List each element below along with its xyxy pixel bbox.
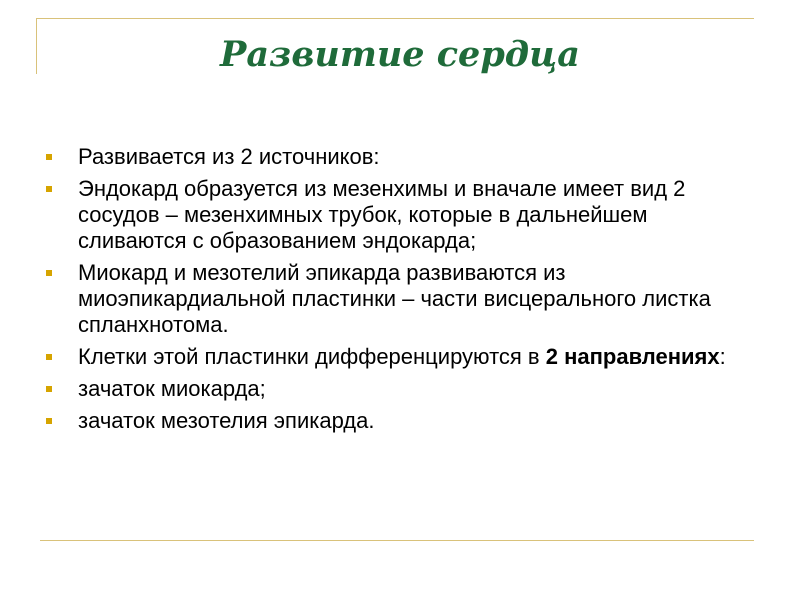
- square-bullet-icon: [46, 186, 52, 192]
- bullet-text: зачаток мезотелия эпикарда.: [78, 408, 375, 433]
- bullet-item: [46, 344, 746, 370]
- bullet-item: [46, 260, 746, 338]
- square-bullet-icon: [46, 386, 52, 392]
- square-bullet-icon: [46, 354, 52, 360]
- square-bullet-icon: [46, 418, 52, 424]
- square-bullet-icon: [46, 270, 52, 276]
- bullet-text-bold: 2 направлениях: [545, 344, 720, 369]
- bullet-item: [46, 176, 746, 254]
- bullet-text-suffix: :: [719, 344, 726, 369]
- square-bullet-icon: [46, 154, 52, 160]
- bullet-item: [46, 408, 746, 434]
- bullet-text: Миокард и мезотелий эпикарда развиваются из миоэпикардиальной пластинки – части висцерального листка спланхнотома.: [78, 260, 711, 337]
- bullet-item: [46, 376, 746, 402]
- bullet-text: Эндокард образуется из мезенхимы и вначале имеет вид 2 сосудов – мезенхимных трубок, которые в дальнейшем сливаются с образованием эндокарда;: [78, 176, 686, 253]
- bullet-text: Развивается из 2 источников:: [78, 144, 380, 169]
- frame-bottom-line: [40, 540, 754, 541]
- bullet-text: Клетки этой пластинки дифференцируются в: [78, 344, 546, 369]
- frame-top-line: [36, 18, 754, 19]
- bullet-list: [46, 144, 746, 440]
- bullet-text: зачаток миокарда;: [78, 376, 266, 401]
- bullet-item: [46, 144, 746, 170]
- slide-title: Развитие сердца: [220, 34, 580, 75]
